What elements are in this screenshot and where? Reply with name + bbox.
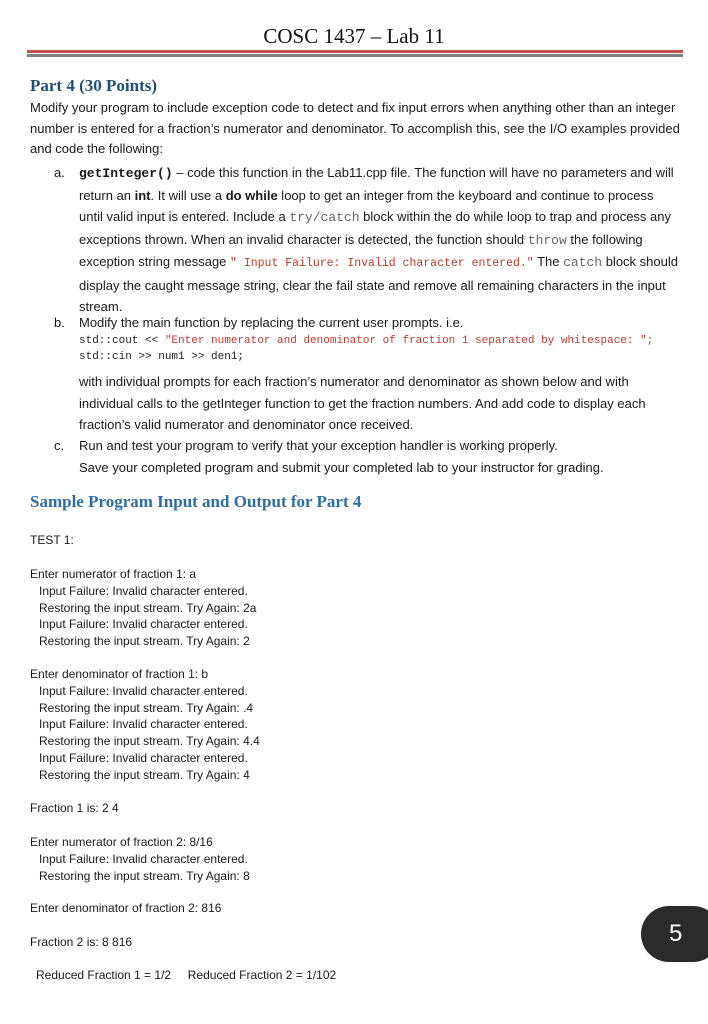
output-line: Input Failure: Invalid character entered. [39,851,248,866]
output-block-1 [30,566,256,650]
list-label: c. [54,438,65,453]
code-keyword: throw [527,232,567,248]
output-line: Restoring the input stream. Try Again: .4 [39,700,254,715]
code-string: "Enter numerator and denominator of fraction 1 separated by whitespace: "; [164,335,654,347]
code-text: std::cout << [79,335,165,347]
fraction-2-output: Fraction 2 is: 8 816 [30,935,133,949]
text-run: block should display the caught message string, clear the fail state and remove all remaining characters in the input stream. [79,254,678,314]
text-run: – code this function in the Lab11.cpp file. The function will have no parameters and will return an [79,165,674,203]
list-item-text [79,435,679,478]
output-block-3 [30,834,250,884]
list-label: a. [54,165,65,180]
output-line: Input Failure: Invalid character entered. [39,750,248,765]
output-line: Enter numerator of fraction 2: 8/16 [30,835,213,849]
list-item-text: with individual prompts for each fraction’s numerator and denominator as shown below and with individual calls to the getInteger function to get the fraction numbers. And add code to display each fraction’s valid numerator and denominator once received. [79,374,646,432]
code-line-2: std::cin >> num1 >> den1; [79,351,245,363]
code-block [79,333,653,365]
exception-message: " Input Failure: Invalid character entered." [230,257,534,270]
header-rule-gray [27,54,683,57]
output-line: Restoring the input stream. Try Again: 2 [39,634,250,649]
text-run: loop to get an integer from the keyboard and continue to process until valid input is entered. Include a [79,187,654,224]
test-label: TEST 1: [30,533,74,547]
list-item-text [79,162,679,318]
output-line: Enter numerator of fraction 1: a [30,567,197,581]
output-line: Restoring the input stream. Try Again: 4 [39,767,250,782]
output-line: Restoring the input stream. Try Again: 2a [39,600,257,615]
output-block-2 [30,666,260,784]
intro-paragraph: Modify your program to include exception code to detect and fix input errors when anything other than an integer number is entered for a fraction’s numerator and denominator. To accomplish this, see the I/O examples provided and code the following: [30,100,680,156]
list-label: b. [54,315,65,330]
page-header-title: COSC 1437 – Lab 11 [263,24,445,48]
page-number-badge: 5 [641,906,708,962]
list-item-text: Modify the main function by replacing the current user prompts. i.e. [79,315,464,330]
text-line: Save your completed program and submit your completed lab to your instructor for grading. [79,459,604,475]
denominator-2-output: Enter denominator of fraction 2: 816 [30,901,222,915]
output-line: Input Failure: Invalid character entered. [39,617,248,632]
code-line-1 [79,333,653,349]
sample-heading: Sample Program Input and Output for Part 4 [30,492,362,511]
text-run: the following exception string message [79,231,643,269]
text-line: Run and test your program to verify that your exception handler is working properly. [79,438,558,453]
output-line: Input Failure: Invalid character entered. [39,583,248,598]
keyword: int [134,187,151,203]
code-keyword: try/catch [289,210,360,225]
text-run: The [533,254,564,269]
fraction-1-output: Fraction 1 is: 2 4 [30,801,119,815]
reduced-fractions-output: Reduced Fraction 1 = 1/2 Reduced Fraction 2 = 1/102 [36,968,337,982]
header-rule-red [27,50,683,53]
code-keyword: catch [563,255,603,270]
keyword: do while [225,187,278,203]
output-line: Enter denominator of fraction 1: b [30,667,209,681]
text-run: . It will use a [150,187,226,203]
output-line: Restoring the input stream. Try Again: 4.4 [39,734,260,749]
output-line: Input Failure: Invalid character entered. [39,717,248,732]
function-name: getInteger() [79,166,173,181]
part-heading: Part 4 (30 Points) [30,76,158,95]
text-run: block within the do while loop to trap and process any exceptions thrown. When an invalid character is detected, the function should [79,209,671,247]
output-line: Restoring the input stream. Try Again: 8 [39,868,250,883]
output-line: Input Failure: Invalid character entered. [39,683,248,698]
